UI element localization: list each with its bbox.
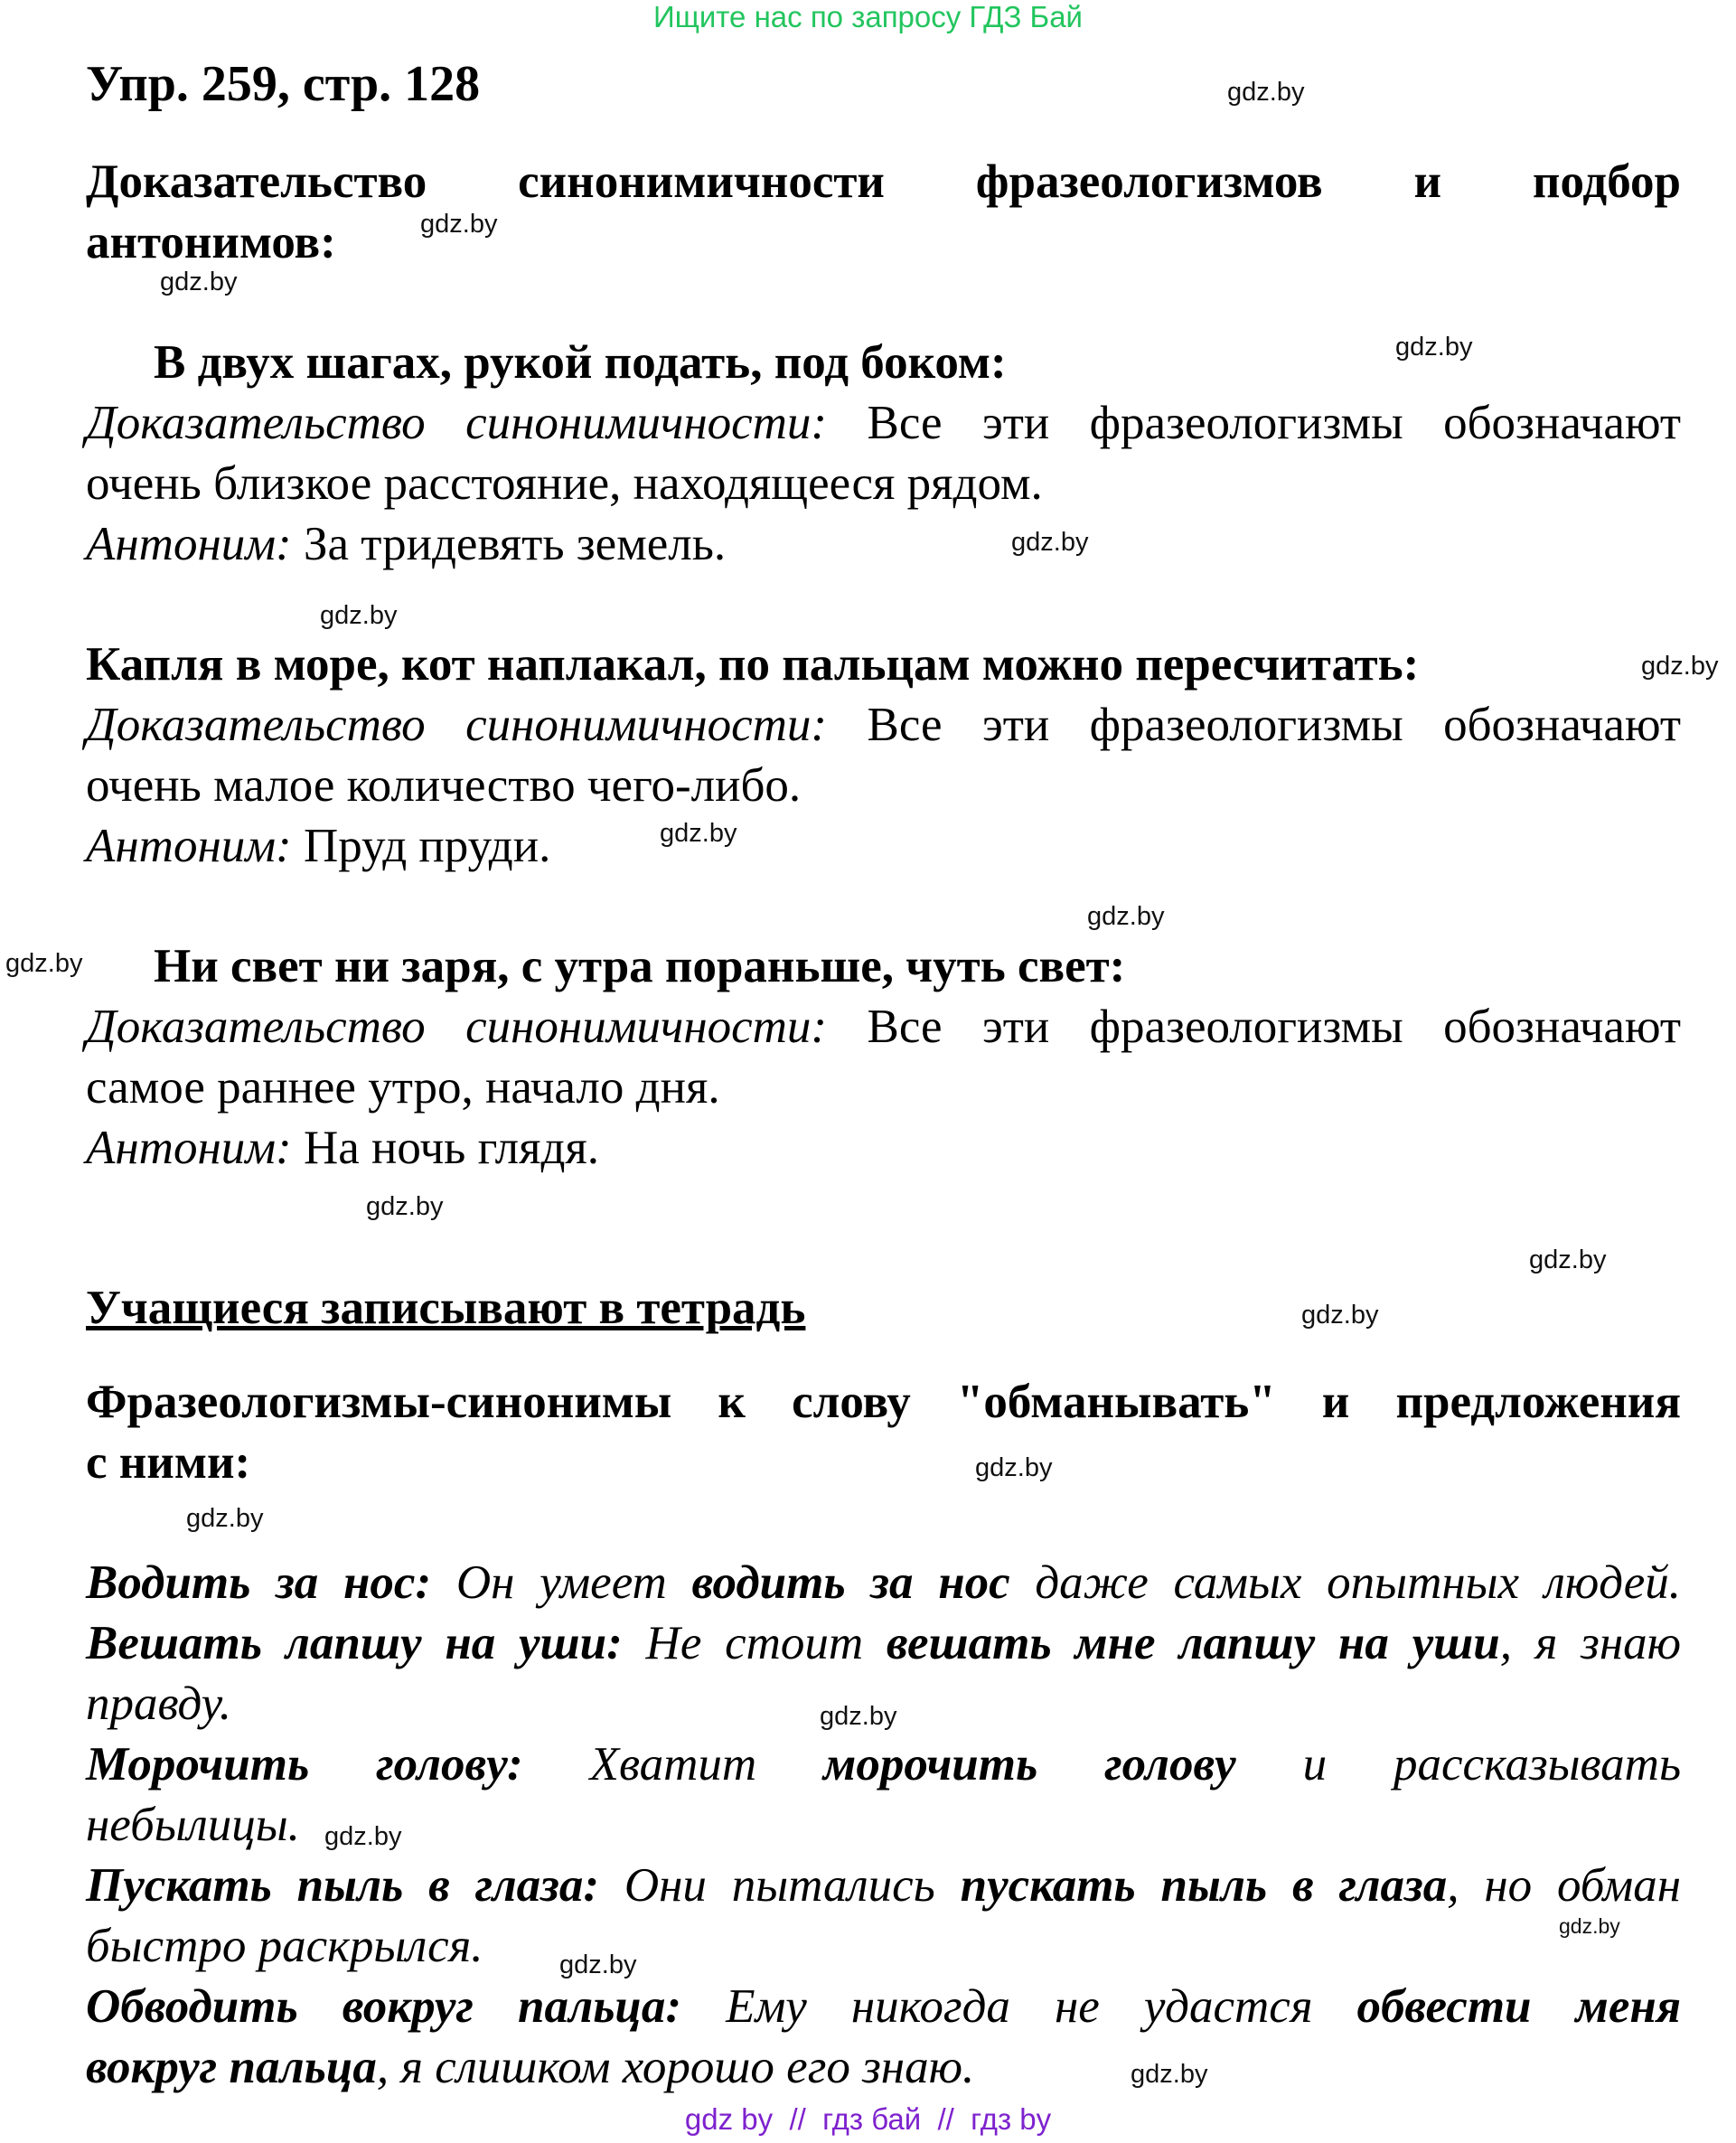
example2-line2: правду. bbox=[86, 1678, 232, 1730]
section1-heading-line2: антонимов: bbox=[86, 216, 336, 268]
watermark: gdz.by bbox=[160, 268, 238, 296]
section1-heading-line1: Доказательство синонимичности фразеологизмов и подбор bbox=[86, 155, 1682, 208]
watermark: gdz.by bbox=[1131, 2060, 1208, 2089]
example4-line1: Пускать пыль в глаза: Они пытались пускать пыль в глаза, но обман bbox=[86, 1859, 1682, 1912]
group3-proof-line1: Доказательство синонимичности: Все эти фразеологизмы обозначают bbox=[86, 1001, 1681, 1053]
watermark: gdz.by bbox=[1301, 1301, 1379, 1330]
watermark: gdz.by bbox=[1227, 78, 1305, 107]
example3-line2: небылицы. bbox=[86, 1799, 300, 1851]
watermark: gdz.by bbox=[1087, 902, 1165, 931]
watermark: gdz.by bbox=[366, 1192, 444, 1221]
group2-heading: Капля в море, кот наплакал, по пальцам можно пересчитать: bbox=[86, 638, 1420, 691]
bottom-banner: gdz by // гдз бай // гдз by bbox=[684, 2102, 1052, 2136]
watermark: gdz.by bbox=[324, 1822, 402, 1851]
watermark: gdz.by bbox=[420, 210, 498, 239]
watermark: gdz.by bbox=[1529, 1245, 1607, 1274]
example3-line1: Морочить голову: Хватит морочить голову и рассказывать bbox=[86, 1738, 1682, 1791]
watermark: gdz.by bbox=[1641, 652, 1719, 681]
group3-proof-line2: самое раннее утро, начало дня. bbox=[86, 1061, 720, 1114]
group1-antonym: Антоним: За тридевять земель. bbox=[86, 518, 727, 570]
group3-antonym: Антоним: На ночь глядя. bbox=[86, 1122, 600, 1174]
example5-line1: Обводить вокруг пальца: Ему никогда не удастся обвести меня bbox=[86, 1980, 1682, 2033]
group2-proof-line1: Доказательство синонимичности: Все эти фразеологизмы обозначают bbox=[86, 699, 1681, 751]
watermark: gdz.by bbox=[5, 949, 83, 978]
group1-proof-line1: Доказательство синонимичности: Все эти фразеологизмы обозначают bbox=[86, 397, 1681, 449]
group1-proof-line2: очень близкое расстояние, находящееся рядом. bbox=[86, 457, 1043, 510]
notebook-heading: Учащиеся записывают в тетрадь bbox=[86, 1282, 806, 1334]
example4-line2: быстро раскрылся. bbox=[86, 1920, 483, 1972]
watermark: gdz.by bbox=[1559, 1914, 1620, 1938]
watermark: gdz.by bbox=[820, 1702, 897, 1731]
watermark: gdz.by bbox=[320, 601, 398, 630]
group1-heading: В двух шагах, рукой подать, под боком: bbox=[154, 336, 1007, 389]
group3-heading: Ни свет ни заря, с утра пораньше, чуть свет: bbox=[154, 940, 1126, 992]
group2-antonym: Антоним: Пруд пруди. bbox=[86, 820, 551, 872]
watermark: gdz.by bbox=[660, 819, 737, 848]
top-banner: Ищите нас по запросу ГДЗ Бай bbox=[653, 0, 1083, 33]
example2-line1: Вешать лапшу на уши: Не стоит вешать мне лапшу на уши, я знаю bbox=[86, 1617, 1681, 1669]
watermark: gdz.by bbox=[186, 1504, 264, 1533]
example1-line1: Водить за нос: Он умеет водить за нос даже самых опытных людей. bbox=[86, 1556, 1681, 1609]
page-title: Упр. 259, стр. 128 bbox=[86, 56, 481, 112]
watermark: gdz.by bbox=[1011, 528, 1089, 557]
section2-heading-line2: с ними: bbox=[86, 1436, 251, 1489]
group2-proof-line2: очень малое количество чего-либо. bbox=[86, 759, 802, 812]
example5-line2: вокруг пальца, я слишком хорошо его знаю. bbox=[86, 2041, 975, 2093]
watermark: gdz.by bbox=[559, 1950, 637, 1979]
watermark: gdz.by bbox=[975, 1453, 1053, 1482]
section2-heading-line1: Фразеологизмы-синонимы к слову "обманывать" и предложения bbox=[86, 1376, 1682, 1428]
watermark: gdz.by bbox=[1395, 333, 1473, 362]
